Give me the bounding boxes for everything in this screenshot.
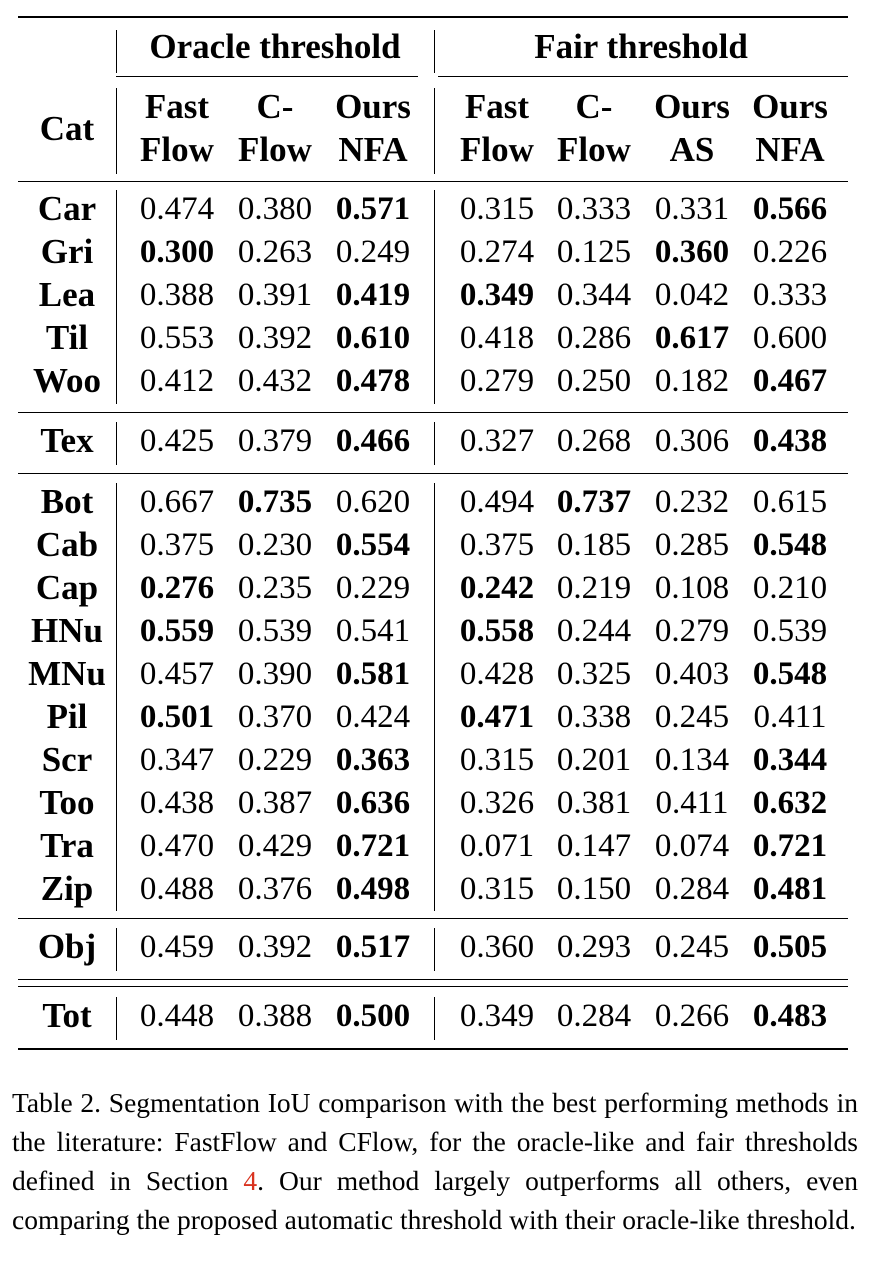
table-cell: 0.185 [556,527,632,563]
table-cell: 0.517 [335,929,411,965]
row-category: Cap [35,568,99,607]
row-category: Lea [38,275,96,314]
subheader-vline-left [116,88,117,174]
table-cell: 0.478 [335,363,411,399]
table-cell: 0.219 [556,570,632,606]
table-cell: 0.553 [139,320,215,356]
table-cell: 0.438 [752,423,828,459]
table-cell: 0.274 [459,234,535,270]
table-cell: 0.403 [654,656,730,692]
table-cell: 0.071 [459,828,535,864]
table-cell: 0.331 [654,191,730,227]
row-category: Tex [40,421,94,460]
row-category: Cab [35,525,99,564]
table-cell: 0.042 [654,277,730,313]
header-group-fair: Fair threshold [534,27,748,66]
table-cell: 0.229 [335,570,411,606]
table-cell: 0.388 [237,998,313,1034]
table-cell: 0.466 [335,423,411,459]
table-cell: 0.636 [335,785,411,821]
table-cell: 0.459 [139,929,215,965]
table-cell: 0.285 [654,527,730,563]
row-category: Til [45,318,89,357]
row-category: Pil [46,697,88,736]
table-cell: 0.620 [335,484,411,520]
table-cell: 0.387 [237,785,313,821]
table-cell: 0.108 [654,570,730,606]
table-cell: 0.360 [459,929,535,965]
table-cell: 0.429 [237,828,313,864]
header-cat-label: Cat [39,109,95,148]
table-cell: 0.411 [655,785,729,821]
oracle-group-underline [116,76,418,77]
row-category: Obj [37,927,97,966]
table-cell: 0.349 [459,998,535,1034]
table-cell: 0.721 [752,828,828,864]
row-category: Bot [40,482,94,521]
table-cell: 0.249 [335,234,411,270]
tot-vline-left [116,997,117,1040]
table-cell: 0.494 [459,484,535,520]
object-section-rule [18,473,848,474]
table-top-rule [18,16,848,18]
row-category: Too [39,783,95,822]
obj-vline-left [116,928,117,971]
table-cell: 0.306 [654,423,730,459]
table-cell: 0.424 [335,699,411,735]
table-cell: 0.721 [335,828,411,864]
tex-vline-left [116,422,117,465]
column-header-6-line1: Ours [654,87,730,126]
table-cell: 0.571 [335,191,411,227]
table-cell: 0.667 [139,484,215,520]
column-header-4-line2: Flow [460,130,534,169]
table-cell: 0.244 [556,613,632,649]
table-cell: 0.182 [654,363,730,399]
table-cell: 0.201 [556,742,632,778]
row-category: Gri [40,232,94,271]
table-cell: 0.370 [237,699,313,735]
column-header-7-line2: NFA [755,130,825,169]
table-cell: 0.737 [556,484,632,520]
tot-vline-mid [434,997,435,1040]
table-cell: 0.419 [335,277,411,313]
table-cell: 0.610 [335,320,411,356]
body-vline-mid [434,190,435,404]
table-cell: 0.349 [459,277,535,313]
obj-body-vline-left [116,483,117,911]
table-cell: 0.375 [459,527,535,563]
table-caption [12,1083,858,1239]
table-cell: 0.293 [556,929,632,965]
table-cell: 0.381 [556,785,632,821]
table-cell: 0.483 [752,998,828,1034]
table-cell: 0.268 [556,423,632,459]
table-cell: 0.315 [459,871,535,907]
table-cell: 0.617 [654,320,730,356]
row-category: MNu [28,654,106,693]
table-cell: 0.566 [752,191,828,227]
table-cell: 0.448 [139,998,215,1034]
table-cell: 0.438 [139,785,215,821]
table-cell: 0.245 [654,699,730,735]
table-cell: 0.412 [139,363,215,399]
table-cell: 0.276 [139,570,215,606]
table-cell: 0.347 [139,742,215,778]
table-cell: 0.250 [556,363,632,399]
total-double-rule-2 [18,986,848,987]
caption-section-link[interactable]: 4 [243,1165,258,1196]
table-cell: 0.326 [459,785,535,821]
table-cell: 0.344 [556,277,632,313]
column-header-2-line2: Flow [238,130,312,169]
table-cell: 0.226 [752,234,828,270]
table-cell: 0.559 [139,613,215,649]
obj-vline-mid [434,928,435,971]
caption-text-start: Table 2. Segmentation IoU comparison with the best performing methods in the literature: FastFlow and CFlow, for the oracle-like and fair thresholds defined in Section [12,1087,858,1196]
table-cell: 0.286 [556,320,632,356]
table-cell: 0.428 [459,656,535,692]
table-cell: 0.363 [335,742,411,778]
table-cell: 0.539 [237,613,313,649]
subheader-vline-mid [434,88,435,174]
table-cell: 0.554 [335,527,411,563]
table-cell: 0.735 [237,484,313,520]
row-category: Woo [32,361,102,400]
table-cell: 0.632 [752,785,828,821]
caption-text-end: . Our method largely outperforms all others, even comparing the proposed automatic threshold with their oracle-like threshold. [12,1165,859,1235]
table-cell: 0.150 [556,871,632,907]
table-cell: 0.388 [139,277,215,313]
table-cell: 0.548 [752,527,828,563]
table-cell: 0.315 [459,742,535,778]
column-header-6-line2: AS [669,130,715,169]
texture-section-rule [18,412,848,413]
table-cell: 0.615 [752,484,828,520]
column-header-4-line1: Fast [464,87,530,126]
table-cell: 0.327 [459,423,535,459]
table-cell: 0.360 [654,234,730,270]
row-category: Car [37,189,97,228]
table-cell: 0.457 [139,656,215,692]
table-cell: 0.338 [556,699,632,735]
table-cell: 0.147 [556,828,632,864]
table-cell: 0.284 [556,998,632,1034]
table-bottom-rule [18,1048,848,1050]
column-header-2-line1: C- [256,87,294,126]
table-cell: 0.134 [654,742,730,778]
table-cell: 0.263 [237,234,313,270]
table-cell: 0.376 [237,871,313,907]
table-cell: 0.498 [335,871,411,907]
table-cell: 0.074 [654,828,730,864]
table-cell: 0.470 [139,828,215,864]
table-cell: 0.548 [752,656,828,692]
tex-vline-mid [434,422,435,465]
table-cell: 0.375 [139,527,215,563]
table-cell: 0.600 [752,320,828,356]
table-cell: 0.501 [139,699,215,735]
obj-summary-rule [18,918,848,919]
table-cell: 0.467 [752,363,828,399]
header-bottom-rule [18,181,848,182]
column-header-1-line2: Flow [140,130,214,169]
table-cell: 0.284 [654,871,730,907]
table-cell: 0.425 [139,423,215,459]
fair-group-underline [438,76,848,77]
column-header-5-line1: C- [575,87,613,126]
table-cell: 0.392 [237,320,313,356]
table-cell: 0.418 [459,320,535,356]
obj-body-vline-mid [434,483,435,911]
table-cell: 0.581 [335,656,411,692]
table-cell: 0.344 [752,742,828,778]
table-cell: 0.210 [752,570,828,606]
table-cell: 0.279 [654,613,730,649]
table-cell: 0.232 [654,484,730,520]
column-header-7-line1: Ours [752,87,828,126]
row-category: Tot [42,996,92,1035]
column-header-3-line2: NFA [338,130,408,169]
table-cell: 0.541 [335,613,411,649]
table-cell: 0.333 [752,277,828,313]
table-cell: 0.230 [237,527,313,563]
table-cell: 0.279 [459,363,535,399]
table-cell: 0.474 [139,191,215,227]
column-header-5-line2: Flow [557,130,631,169]
table-cell: 0.235 [237,570,313,606]
table-cell: 0.481 [752,871,828,907]
table-cell: 0.125 [556,234,632,270]
row-category: Scr [41,740,93,779]
table-cell: 0.380 [237,191,313,227]
row-category: HNu [31,611,103,650]
header-group-oracle: Oracle threshold [149,27,401,66]
table-cell: 0.539 [752,613,828,649]
row-category: Zip [40,869,94,908]
table-cell: 0.245 [654,929,730,965]
table-cell: 0.411 [753,699,827,735]
table-cell: 0.471 [459,699,535,735]
table-cell: 0.242 [459,570,535,606]
table-cell: 0.266 [654,998,730,1034]
table-cell: 0.325 [556,656,632,692]
table-cell: 0.333 [556,191,632,227]
table-cell: 0.391 [237,277,313,313]
table-cell: 0.500 [335,998,411,1034]
table-cell: 0.315 [459,191,535,227]
table-cell: 0.505 [752,929,828,965]
body-vline-left [116,190,117,404]
table-cell: 0.229 [237,742,313,778]
table-cell: 0.432 [237,363,313,399]
table-cell: 0.379 [237,423,313,459]
table-cell: 0.488 [139,871,215,907]
table-cell: 0.390 [237,656,313,692]
table-cell: 0.300 [139,234,215,270]
column-header-1-line1: Fast [144,87,210,126]
table-cell: 0.392 [237,929,313,965]
row-category: Tra [40,826,94,865]
table-cell: 0.558 [459,613,535,649]
column-header-3-line1: Ours [335,87,411,126]
total-double-rule-1 [18,979,848,980]
